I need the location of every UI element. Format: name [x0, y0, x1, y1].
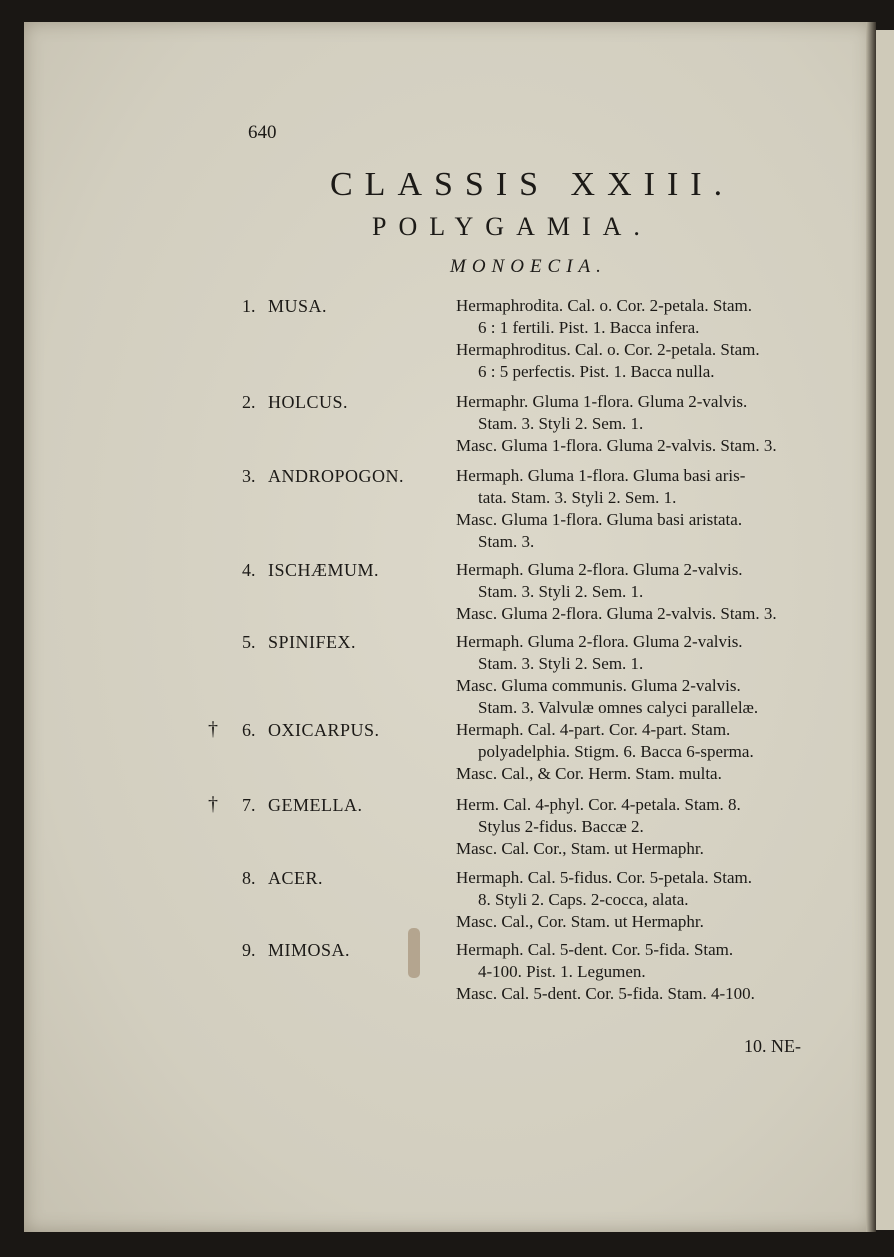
description-line: Hermaph. Gluma 2-flora. Gluma 2-valvis.: [456, 632, 743, 651]
description-line: tata. Stam. 3. Styli 2. Sem. 1.: [478, 488, 677, 507]
genus-number: 4.: [242, 560, 256, 580]
genus-name: HOLCUS.: [268, 392, 349, 412]
description-line: Herm. Cal. 4-phyl. Cor. 4-petala. Stam. 8.: [456, 795, 741, 814]
genus-number: 9.: [242, 940, 256, 960]
description-line: Masc. Cal., Cor. Stam. ut Hermaphr.: [456, 912, 704, 931]
description-line: Hermaph. Cal. 4-part. Cor. 4-part. Stam.: [456, 720, 731, 739]
description-line: Masc. Cal. 5-dent. Cor. 5-fida. Stam. 4-100.: [456, 984, 755, 1003]
next-page-edge: [876, 30, 894, 1230]
description-line: Hermaph. Gluma 1-flora. Gluma basi aris-: [456, 466, 746, 485]
description-line: Masc. Gluma 1-flora. Gluma basi aristata.: [456, 510, 743, 529]
genus-number: 3.: [242, 466, 256, 486]
description-line: Hermaph. Cal. 5-dent. Cor. 5-fida. Stam.: [456, 940, 734, 959]
description-line: Masc. Cal., & Cor. Herm. Stam. multa.: [456, 764, 722, 783]
genus-name: ACER.: [268, 868, 324, 888]
genus-name: ANDROPOGON.: [268, 466, 405, 486]
description-line: Hermaphroditus. Cal. o. Cor. 2-petala. Stam.: [456, 340, 760, 359]
order-name: MONOECIA.: [450, 256, 607, 277]
genus-number: 7.: [242, 795, 256, 815]
genus-number: 1.: [242, 296, 256, 316]
genus-name: SPINIFEX.: [268, 632, 357, 652]
description-line: Hermaphr. Gluma 1-flora. Gluma 2-valvis.: [456, 392, 748, 411]
description-line: Masc. Cal. Cor., Stam. ut Hermaphr.: [456, 839, 704, 858]
page-number: 640: [248, 122, 277, 143]
genus-number: 6.: [242, 720, 256, 740]
description-line: Masc. Gluma communis. Gluma 2-valvis.: [456, 676, 741, 695]
description-line: Stam. 3. Styli 2. Sem. 1.: [478, 582, 644, 601]
description-line: Stam. 3. Valvulæ omnes calyci parallelæ.: [478, 698, 759, 717]
description-line: Masc. Gluma 1-flora. Gluma 2-valvis. Stam. 3.: [456, 436, 777, 455]
description-line: Stam. 3. Styli 2. Sem. 1.: [478, 654, 644, 673]
genus-name: GEMELLA.: [268, 795, 363, 815]
description-line: Hermaphrodita. Cal. o. Cor. 2-petala. Stam.: [456, 296, 753, 315]
description-line: 8. Styli 2. Caps. 2-cocca, alata.: [478, 890, 689, 909]
catchword: 10. NE-: [744, 1036, 801, 1056]
description-line: Stylus 2-fidus. Baccæ 2.: [478, 817, 644, 836]
class-name: POLYGAMIA.: [372, 212, 652, 241]
description-line: Hermaph. Gluma 2-flora. Gluma 2-valvis.: [456, 560, 743, 579]
page-gutter: [866, 22, 876, 1232]
description-line: 6 : 1 fertili. Pist. 1. Bacca infera.: [478, 318, 700, 337]
paper-stain: [408, 928, 420, 978]
genus-name: MIMOSA.: [268, 940, 351, 960]
genus-number: 5.: [242, 632, 256, 652]
description-line: Hermaph. Cal. 5-fidus. Cor. 5-petala. Stam.: [456, 868, 753, 887]
genus-name: ISCHÆMUM.: [268, 560, 380, 580]
description-line: Stam. 3.: [478, 532, 535, 551]
description-line: 4-100. Pist. 1. Legumen.: [478, 962, 646, 981]
description-line: Stam. 3. Styli 2. Sem. 1.: [478, 414, 644, 433]
genus-name: MUSA.: [268, 296, 328, 316]
genus-number: 2.: [242, 392, 256, 412]
genus-name: OXICARPUS.: [268, 720, 380, 740]
dagger-mark: †: [208, 718, 218, 740]
dagger-mark: †: [208, 793, 218, 815]
description-line: polyadelphia. Stigm. 6. Bacca 6-sperma.: [478, 742, 754, 761]
description-line: 6 : 5 perfectis. Pist. 1. Bacca nulla.: [478, 362, 715, 381]
genus-number: 8.: [242, 868, 256, 888]
description-line: Masc. Gluma 2-flora. Gluma 2-valvis. Stam. 3.: [456, 604, 777, 623]
class-title: CLASSIS XXIII.: [330, 166, 735, 203]
